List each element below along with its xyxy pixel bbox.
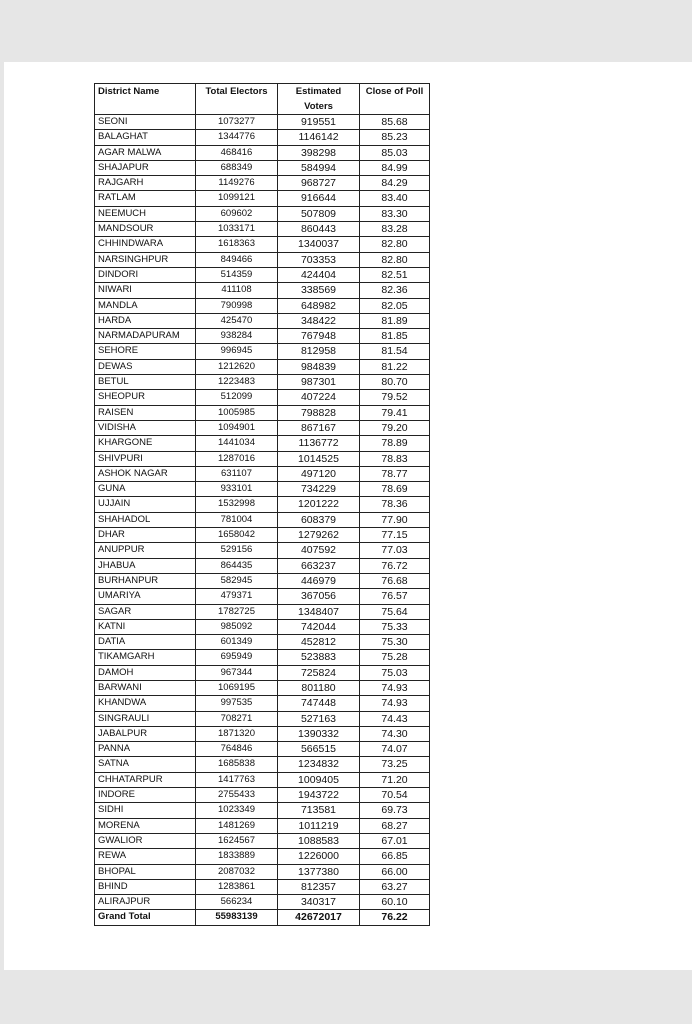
district-name-cell: BHOPAL — [95, 864, 196, 879]
total-electors-cell: 512099 — [196, 390, 278, 405]
table-row — [95, 466, 430, 481]
district-name-cell: RATLAM — [95, 191, 196, 206]
total-electors-cell: 1833889 — [196, 849, 278, 864]
district-name-cell: ALIRAJPUR — [95, 895, 196, 910]
district-name-cell: PANNA — [95, 742, 196, 757]
total-electors-cell: 1223483 — [196, 375, 278, 390]
total-electors-cell: 1033171 — [196, 222, 278, 237]
table-row — [95, 176, 430, 191]
table-row — [95, 237, 430, 252]
total-electors-cell: 1149276 — [196, 176, 278, 191]
district-name-cell: SEONI — [95, 115, 196, 130]
total-electors-cell: 849466 — [196, 252, 278, 267]
table-row — [95, 879, 430, 894]
district-name-cell: SIDHI — [95, 803, 196, 818]
estimated-voters-cell: 1390332 — [278, 726, 360, 741]
total-electors-cell: 1481269 — [196, 818, 278, 833]
estimated-voters-cell: 919551 — [278, 115, 360, 130]
estimated-voters-cell: 867167 — [278, 420, 360, 435]
close-of-poll-cell: 78.69 — [360, 482, 430, 497]
district-name-cell: DATIA — [95, 635, 196, 650]
table-row — [95, 573, 430, 588]
close-of-poll-cell: 76.72 — [360, 558, 430, 573]
table-row — [95, 665, 430, 680]
table-row — [95, 298, 430, 313]
total-electors-cell: 411108 — [196, 283, 278, 298]
total-electors-cell: 1782725 — [196, 604, 278, 619]
total-electors-cell: 1099121 — [196, 191, 278, 206]
estimated-voters-cell: 663237 — [278, 558, 360, 573]
close-of-poll-cell: 80.70 — [360, 375, 430, 390]
estimated-voters-cell: 1279262 — [278, 528, 360, 543]
close-of-poll-cell: 82.80 — [360, 237, 430, 252]
district-name-cell: SEHORE — [95, 344, 196, 359]
table-row — [95, 222, 430, 237]
total-electors-cell: 1658042 — [196, 528, 278, 543]
table-row — [95, 145, 430, 160]
total-electors-cell: 2755433 — [196, 788, 278, 803]
table-row — [95, 160, 430, 175]
district-name-cell: SHAJAPUR — [95, 160, 196, 175]
district-name-cell: KHANDWA — [95, 696, 196, 711]
table-row — [95, 864, 430, 879]
district-name-cell: UMARIYA — [95, 589, 196, 604]
table-row — [95, 742, 430, 757]
district-name-cell: HARDA — [95, 313, 196, 328]
header-district: District Name — [95, 84, 196, 115]
table-row — [95, 543, 430, 558]
total-electors-cell: 938284 — [196, 329, 278, 344]
estimated-voters-cell: 968727 — [278, 176, 360, 191]
table-row — [95, 772, 430, 787]
table-row — [95, 344, 430, 359]
total-electors-cell: 1532998 — [196, 497, 278, 512]
close-of-poll-cell: 79.20 — [360, 420, 430, 435]
total-electors-cell: 1618363 — [196, 237, 278, 252]
district-name-cell: DAMOH — [95, 665, 196, 680]
close-of-poll-cell: 75.64 — [360, 604, 430, 619]
district-name-cell: REWA — [95, 849, 196, 864]
total-electors-cell: 1283861 — [196, 879, 278, 894]
total-electors-cell: 514359 — [196, 267, 278, 282]
total-electors-cell: 985092 — [196, 619, 278, 634]
estimated-voters-cell: 348422 — [278, 313, 360, 328]
estimated-voters-cell: 1136772 — [278, 436, 360, 451]
close-of-poll-cell: 84.29 — [360, 176, 430, 191]
total-electors-cell: 781004 — [196, 512, 278, 527]
district-name-cell: NIWARI — [95, 283, 196, 298]
total-electors-cell: 609602 — [196, 206, 278, 221]
close-of-poll-cell: 82.36 — [360, 283, 430, 298]
district-name-cell: BETUL — [95, 375, 196, 390]
table-row — [95, 711, 430, 726]
district-name-cell: SHIVPURI — [95, 451, 196, 466]
table-row — [95, 436, 430, 451]
estimated-voters-cell: 398298 — [278, 145, 360, 160]
total-electors-cell: 601349 — [196, 635, 278, 650]
estimated-voters-cell: 523883 — [278, 650, 360, 665]
close-of-poll-cell: 82.80 — [360, 252, 430, 267]
estimated-voters-cell: 713581 — [278, 803, 360, 818]
table-row — [95, 405, 430, 420]
total-electors-cell: 996945 — [196, 344, 278, 359]
district-name-cell: BHIND — [95, 879, 196, 894]
district-name-cell: KATNI — [95, 619, 196, 634]
close-of-poll-cell: 85.03 — [360, 145, 430, 160]
total-electors-cell: 582945 — [196, 573, 278, 588]
district-name-cell: CHHINDWARA — [95, 237, 196, 252]
close-of-poll-cell: 63.27 — [360, 879, 430, 894]
close-of-poll-cell: 75.33 — [360, 619, 430, 634]
estimated-voters-cell: 798828 — [278, 405, 360, 420]
estimated-voters-cell: 584994 — [278, 160, 360, 175]
total-electors-cell: 1069195 — [196, 680, 278, 695]
header-close-of-poll: Close of Poll — [360, 84, 430, 115]
document-page — [4, 62, 692, 970]
close-of-poll-cell: 71.20 — [360, 772, 430, 787]
district-name-cell: BALAGHAT — [95, 130, 196, 145]
close-of-poll-cell: 85.68 — [360, 115, 430, 130]
estimated-voters-cell: 338569 — [278, 283, 360, 298]
total-electors-cell: 1441034 — [196, 436, 278, 451]
table-row — [95, 558, 430, 573]
estimated-voters-cell: 608379 — [278, 512, 360, 527]
total-electors-cell: 864435 — [196, 558, 278, 573]
district-name-cell: ANUPPUR — [95, 543, 196, 558]
district-name-cell: RAISEN — [95, 405, 196, 420]
close-of-poll-cell: 78.36 — [360, 497, 430, 512]
close-of-poll-cell: 81.85 — [360, 329, 430, 344]
close-of-poll-cell: 67.01 — [360, 833, 430, 848]
close-of-poll-cell: 75.28 — [360, 650, 430, 665]
close-of-poll-cell: 60.10 — [360, 895, 430, 910]
total-electors-cell: 1685838 — [196, 757, 278, 772]
table-row — [95, 329, 430, 344]
district-name-cell: AGAR MALWA — [95, 145, 196, 160]
grand-total-voters: 42672017 — [278, 910, 360, 925]
district-name-cell: CHHATARPUR — [95, 772, 196, 787]
grand-total-label: Grand Total — [95, 910, 196, 925]
district-name-cell: SINGRAULI — [95, 711, 196, 726]
table-row — [95, 849, 430, 864]
total-electors-cell: 688349 — [196, 160, 278, 175]
table-row — [95, 696, 430, 711]
close-of-poll-cell: 81.89 — [360, 313, 430, 328]
close-of-poll-cell: 82.05 — [360, 298, 430, 313]
district-name-cell: SATNA — [95, 757, 196, 772]
table-row — [95, 635, 430, 650]
estimated-voters-cell: 1014525 — [278, 451, 360, 466]
district-name-cell: ASHOK NAGAR — [95, 466, 196, 481]
close-of-poll-cell: 83.30 — [360, 206, 430, 221]
table-row — [95, 818, 430, 833]
estimated-voters-cell: 648982 — [278, 298, 360, 313]
estimated-voters-cell: 742044 — [278, 619, 360, 634]
poll-table — [94, 83, 430, 926]
table-row — [95, 283, 430, 298]
table-row — [95, 528, 430, 543]
estimated-voters-cell: 1011219 — [278, 818, 360, 833]
district-name-cell: MANDLA — [95, 298, 196, 313]
total-electors-cell: 1212620 — [196, 359, 278, 374]
total-electors-cell: 1023349 — [196, 803, 278, 818]
total-electors-cell: 695949 — [196, 650, 278, 665]
estimated-voters-cell: 527163 — [278, 711, 360, 726]
total-electors-cell: 967344 — [196, 665, 278, 680]
close-of-poll-cell: 78.89 — [360, 436, 430, 451]
district-name-cell: KHARGONE — [95, 436, 196, 451]
district-name-cell: INDORE — [95, 788, 196, 803]
close-of-poll-cell: 83.40 — [360, 191, 430, 206]
close-of-poll-cell: 81.22 — [360, 359, 430, 374]
close-of-poll-cell: 78.83 — [360, 451, 430, 466]
district-name-cell: BARWANI — [95, 680, 196, 695]
table-row — [95, 619, 430, 634]
table-row — [95, 390, 430, 405]
close-of-poll-cell: 83.28 — [360, 222, 430, 237]
total-electors-cell: 708271 — [196, 711, 278, 726]
estimated-voters-cell: 424404 — [278, 267, 360, 282]
header-estimated-voters — [278, 84, 360, 115]
table-row — [95, 512, 430, 527]
total-electors-cell: 1094901 — [196, 420, 278, 435]
close-of-poll-cell: 76.68 — [360, 573, 430, 588]
close-of-poll-cell: 77.15 — [360, 528, 430, 543]
close-of-poll-cell: 75.30 — [360, 635, 430, 650]
total-electors-cell: 1624567 — [196, 833, 278, 848]
total-electors-cell: 479371 — [196, 589, 278, 604]
close-of-poll-cell: 74.43 — [360, 711, 430, 726]
table-row — [95, 788, 430, 803]
grand-total-row — [95, 910, 430, 925]
estimated-voters-cell: 1088583 — [278, 833, 360, 848]
grand-total-electors: 55983139 — [196, 910, 278, 925]
estimated-voters-cell: 1377380 — [278, 864, 360, 879]
table-row — [95, 115, 430, 130]
estimated-voters-cell: 497120 — [278, 466, 360, 481]
estimated-voters-cell: 703353 — [278, 252, 360, 267]
total-electors-cell: 425470 — [196, 313, 278, 328]
district-name-cell: DINDORI — [95, 267, 196, 282]
close-of-poll-cell: 66.00 — [360, 864, 430, 879]
district-name-cell: UJJAIN — [95, 497, 196, 512]
estimated-voters-cell: 860443 — [278, 222, 360, 237]
total-electors-cell: 1344776 — [196, 130, 278, 145]
estimated-voters-cell: 407224 — [278, 390, 360, 405]
table-row — [95, 757, 430, 772]
table-row — [95, 482, 430, 497]
close-of-poll-cell: 74.93 — [360, 680, 430, 695]
table-row — [95, 589, 430, 604]
estimated-voters-cell: 984839 — [278, 359, 360, 374]
total-electors-cell: 1871320 — [196, 726, 278, 741]
district-name-cell: NARMADAPURAM — [95, 329, 196, 344]
district-name-cell: SHEOPUR — [95, 390, 196, 405]
total-electors-cell: 1073277 — [196, 115, 278, 130]
close-of-poll-cell: 74.93 — [360, 696, 430, 711]
close-of-poll-cell: 77.90 — [360, 512, 430, 527]
district-name-cell: GUNA — [95, 482, 196, 497]
table-body — [95, 115, 430, 926]
total-electors-cell: 2087032 — [196, 864, 278, 879]
estimated-voters-cell: 407592 — [278, 543, 360, 558]
table-row — [95, 680, 430, 695]
estimated-voters-cell: 801180 — [278, 680, 360, 695]
estimated-voters-cell: 812357 — [278, 879, 360, 894]
close-of-poll-cell: 81.54 — [360, 344, 430, 359]
header-row — [95, 84, 430, 115]
estimated-voters-cell: 916644 — [278, 191, 360, 206]
district-name-cell: JABALPUR — [95, 726, 196, 741]
close-of-poll-cell: 77.03 — [360, 543, 430, 558]
close-of-poll-cell: 69.73 — [360, 803, 430, 818]
close-of-poll-cell: 75.03 — [360, 665, 430, 680]
estimated-voters-cell: 1009405 — [278, 772, 360, 787]
total-electors-cell: 1005985 — [196, 405, 278, 420]
district-name-cell: JHABUA — [95, 558, 196, 573]
total-electors-cell: 468416 — [196, 145, 278, 160]
estimated-voters-cell: 1348407 — [278, 604, 360, 619]
grand-total-poll: 76.22 — [360, 910, 430, 925]
close-of-poll-cell: 76.57 — [360, 589, 430, 604]
header-estimated-voters-line1: Estimated — [295, 86, 342, 97]
header-estimated-voters-line2: Voters — [304, 101, 333, 112]
district-name-cell: DHAR — [95, 528, 196, 543]
estimated-voters-cell: 566515 — [278, 742, 360, 757]
district-name-cell: NARSINGHPUR — [95, 252, 196, 267]
estimated-voters-cell: 1146142 — [278, 130, 360, 145]
table-row — [95, 833, 430, 848]
close-of-poll-cell: 66.85 — [360, 849, 430, 864]
estimated-voters-cell: 812958 — [278, 344, 360, 359]
district-name-cell: RAJGARH — [95, 176, 196, 191]
table-row — [95, 497, 430, 512]
estimated-voters-cell: 452812 — [278, 635, 360, 650]
total-electors-cell: 631107 — [196, 466, 278, 481]
table-row — [95, 267, 430, 282]
table-row — [95, 895, 430, 910]
total-electors-cell: 997535 — [196, 696, 278, 711]
district-name-cell: DEWAS — [95, 359, 196, 374]
estimated-voters-cell: 987301 — [278, 375, 360, 390]
estimated-voters-cell: 507809 — [278, 206, 360, 221]
close-of-poll-cell: 74.30 — [360, 726, 430, 741]
close-of-poll-cell: 73.25 — [360, 757, 430, 772]
table-row — [95, 803, 430, 818]
district-name-cell: NEEMUCH — [95, 206, 196, 221]
close-of-poll-cell: 78.77 — [360, 466, 430, 481]
estimated-voters-cell: 1943722 — [278, 788, 360, 803]
table-row — [95, 313, 430, 328]
district-name-cell: MANDSOUR — [95, 222, 196, 237]
table-row — [95, 191, 430, 206]
table-row — [95, 420, 430, 435]
estimated-voters-cell: 734229 — [278, 482, 360, 497]
estimated-voters-cell: 747448 — [278, 696, 360, 711]
estimated-voters-cell: 1234832 — [278, 757, 360, 772]
close-of-poll-cell: 68.27 — [360, 818, 430, 833]
total-electors-cell: 933101 — [196, 482, 278, 497]
district-name-cell: VIDISHA — [95, 420, 196, 435]
total-electors-cell: 764846 — [196, 742, 278, 757]
table-row — [95, 206, 430, 221]
close-of-poll-cell: 70.54 — [360, 788, 430, 803]
total-electors-cell: 1287016 — [196, 451, 278, 466]
estimated-voters-cell: 340317 — [278, 895, 360, 910]
district-name-cell: GWALIOR — [95, 833, 196, 848]
close-of-poll-cell: 84.99 — [360, 160, 430, 175]
estimated-voters-cell: 1340037 — [278, 237, 360, 252]
estimated-voters-cell: 1226000 — [278, 849, 360, 864]
table-row — [95, 359, 430, 374]
total-electors-cell: 1417763 — [196, 772, 278, 787]
estimated-voters-cell: 1201222 — [278, 497, 360, 512]
table-row — [95, 252, 430, 267]
close-of-poll-cell: 79.41 — [360, 405, 430, 420]
estimated-voters-cell: 367056 — [278, 589, 360, 604]
table-row — [95, 130, 430, 145]
estimated-voters-cell: 446979 — [278, 573, 360, 588]
district-name-cell: MORENA — [95, 818, 196, 833]
close-of-poll-cell: 85.23 — [360, 130, 430, 145]
district-name-cell: SHAHADOL — [95, 512, 196, 527]
table-row — [95, 650, 430, 665]
district-name-cell: SAGAR — [95, 604, 196, 619]
table-row — [95, 451, 430, 466]
header-total-electors: Total Electors — [196, 84, 278, 115]
total-electors-cell: 566234 — [196, 895, 278, 910]
district-name-cell: TIKAMGARH — [95, 650, 196, 665]
table-row — [95, 604, 430, 619]
close-of-poll-cell: 74.07 — [360, 742, 430, 757]
table-row — [95, 726, 430, 741]
table-row — [95, 375, 430, 390]
total-electors-cell: 529156 — [196, 543, 278, 558]
district-name-cell: BURHANPUR — [95, 573, 196, 588]
close-of-poll-cell: 79.52 — [360, 390, 430, 405]
close-of-poll-cell: 82.51 — [360, 267, 430, 282]
estimated-voters-cell: 725824 — [278, 665, 360, 680]
total-electors-cell: 790998 — [196, 298, 278, 313]
estimated-voters-cell: 767948 — [278, 329, 360, 344]
